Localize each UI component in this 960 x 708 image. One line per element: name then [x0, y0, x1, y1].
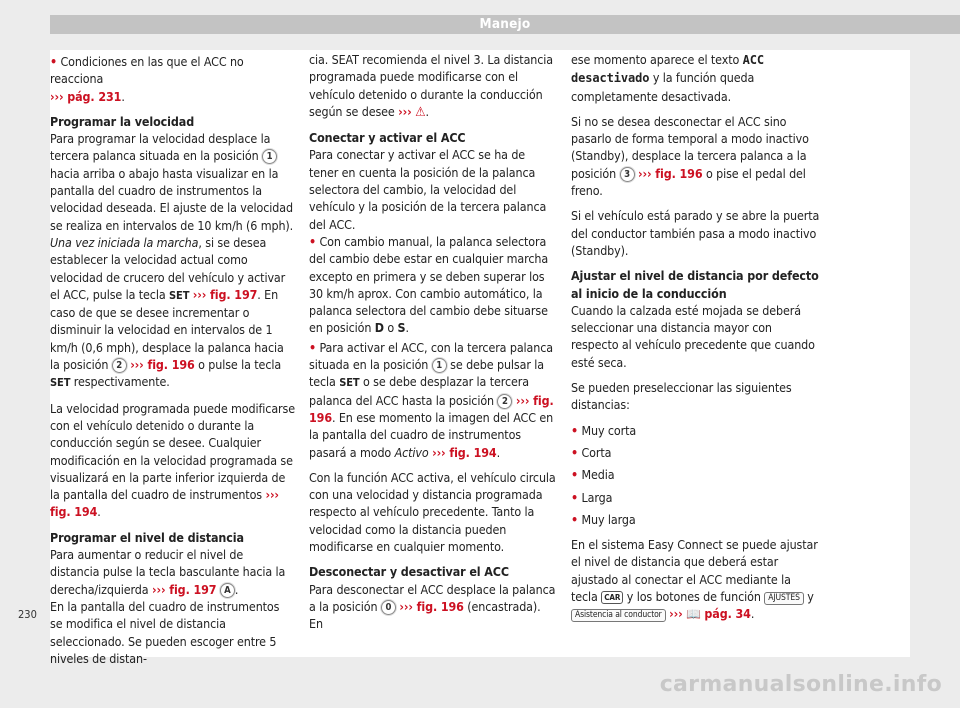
text: Para desconectar el ACC desplace la palanca a la posición — [309, 581, 556, 614]
text: En la pantalla del cuadro de instrumentos se modifica el nivel de distancia seleccionado. Se pueden escoger entre 5 niveles de distan- — [50, 598, 280, 666]
watermark: carmanualsonline.info — [659, 672, 942, 697]
text: y los botones de función — [623, 589, 765, 605]
position-a-marker: A — [220, 583, 235, 598]
page-header — [50, 15, 960, 34]
fig-ref-link[interactable]: ››› fig. 194 — [50, 487, 279, 520]
text: Con cambio manual, la palanca selectora del cambio debe estar en cualquier marcha excepto en primera y se deben superar los 30 km/h aprox. Con cambio automático, la palanca selectora del cambio debe situarse en posición — [309, 233, 549, 336]
text: . En caso de que se desee incrementar o disminuir la velocidad en intervalos de 1 km/h (0,6 mph), desplace la palanca hacia la posición — [50, 286, 284, 373]
text: Condiciones en las que el ACC no reacciona — [50, 54, 244, 87]
asistencia-key: Asistencia al conductor — [571, 609, 666, 622]
warning-icon: ⚠ — [415, 104, 426, 120]
text: cia. SEAT recomienda el nivel 3. La distancia programada puede modificarse con el vehículo detenido o durante la conducción según se desee — [309, 52, 554, 119]
italic-text: Activo — [394, 444, 429, 460]
bullet-icon: • — [309, 339, 317, 355]
gear-s-label: S — [397, 320, 406, 336]
text: Cuando la calzada esté mojada se deberá seleccionar una distancia mayor con respecto al vehículo precedente que cuando esté seca. — [571, 302, 815, 370]
text: Con la función ACC activa, el vehículo circula con una velocidad y distancia programada respecto al vehículo precedente. Tanto la velocidad como la distancia pueden modificarse en cualquier momento. — [309, 469, 556, 555]
text: o pulse la tecla — [194, 357, 282, 373]
column-3: ese momento aparece el texto ACC desactivado y la función queda completamente desactivada. Si no se desea desconectar el ACC sino pasarlo de forma temporal a modo inactivo (Standby), desplace la tercera palanca a la posición 3 ››› fig. 196 o pise el pedal del freno. Si el vehículo está parado y se abre la puerta del conductor también pasa a modo inactivo (Standby). Ajustar el nivel de distancia por defecto al inicio de la conducción Cuando la calzada esté mojada se deberá seleccionar una distancia mayor con respecto al vehículo precedente que cuando esté seca. Se pueden preseleccionar las siguientes distancias: • Muy corta • Corta • Media • Larga • Muy larga En el sistema Easy Connect se puede ajustar el nivel de distancia que deberá estar ajustado al conectar el ACC mediante la tecla CAR y los botones de función AJUSTES y Asistencia al conductor ››› 📖 pág. 34. — [571, 52, 820, 622]
position-1-marker: 1 — [432, 358, 447, 373]
text: Si el vehículo está parado y se abre la puerta del conductor también pasa a modo inactivo (Standby). — [571, 208, 820, 258]
text: En el sistema Easy Connect se puede ajustar el nivel de distancia que deberá estar ajustado al conectar el ACC mediante la tecla — [571, 537, 818, 605]
page-number: 230 — [18, 608, 37, 621]
set-key-icon: SET — [169, 288, 190, 302]
page-ref-link[interactable]: ››› pág. 231 — [50, 88, 122, 104]
text: Para conectar y activar el ACC se ha de tener en cuenta la posición de la palanca selectora del cambio, la velocidad del vehículo y la posición de la tercera palanca del ACC. — [309, 147, 547, 232]
page-ref-link[interactable]: ››› — [669, 606, 683, 622]
bullet-icon: • — [50, 54, 58, 69]
column-1: • Condiciones en las que el ACC no reacciona ››› pág. 231. Programar la velocidad Para programar la velocidad desplace la tercera palanca situada en la posición 1 hacia arriba o abajo hasta visualizar en la pantalla del cuadro de instrumentos la velocidad deseada. El ajuste de la velocidad se realiza en intervalos de 10 km/h (6 mph). Una vez iniciada la marcha, si se desea establecer la velocidad actual como velocidad de crucero del vehículo y activar el ACC, pulse la tecla SET ››› fig. 197. En caso de que se desee incrementar o disminuir la velocidad en intervalos de 1 km/h (0,6 mph), desplace la palanca hacia la posición 2 ››› fig. 196 o pulse la tecla SET respectivamente. La velocidad programada puede modificarse con el vehículo detenido o durante la conducción según se desee. Cualquier modificación en la velocidad programada se visualizará en la parte inferior izquierda de la pantalla del cuadro de instrumentos ››› fig. 194. Programar el nivel de distancia Para aumentar o reducir el nivel de distancia pulse la tecla basculante hacia la derecha/izquierda ››› fig. 197 A . En la pantalla del cuadro de instrumentos se modifica el nivel de distancia seleccionado. Se pueden escoger entre 5 niveles de distan- — [50, 54, 296, 666]
gear-d-label: D — [374, 320, 384, 336]
position-3-marker: 3 — [620, 167, 635, 182]
text: Para aumentar o reducir el nivel de distancia pulse la tecla basculante hacia la derecha/izquierda — [50, 547, 286, 597]
text: se debe pulsar la tecla — [309, 357, 545, 390]
fig-ref-link[interactable]: ››› fig. 196 — [638, 165, 703, 181]
text: y — [803, 589, 814, 605]
text: hacia arriba o abajo hasta visualizar en la pantalla del cuadro de instrumentos la velocidad deseada. El ajuste de la velocidad se realiza en intervalos de 10 km/h (6 mph). — [50, 165, 294, 233]
heading-conectar-acc: Conectar y activar el ACC — [309, 130, 466, 146]
column-2: cia. SEAT recomienda el nivel 3. La distancia programada puede modificarse con el vehículo detenido o durante la conducción según se desee ››› ⚠. Conectar y activar el ACC Para conectar y activar el ACC se ha de tener en cuenta la posición de la palanca selectora del cambio, la velocidad del vehículo y la posición de la tercera palanca del ACC. • Con cambio manual, la palanca selectora del cambio debe estar en cualquier marcha excepto en primera y se deben superar los 30 km/h aprox. Con cambio automático, la palanca selectora del cambio debe situarse en posición D o S. • Para activar el ACC, con la tercera palanca situada en la posición 1 se debe pulsar la tecla SET o se debe desplazar la tercera palanca del ACC hasta la posición 2 ››› fig. 196. En ese momento la imagen del ACC en la pantalla del cuadro de instrumentos pasará a modo Activo ››› fig. 194. Con la función ACC activa, el vehículo circula con una velocidad y distancia programada respecto al vehículo precedente. Tanto la velocidad como la distancia pueden modificarse en cualquier momento. Desconectar y desactivar el ACC Para desconectar el ACC desplace la palanca a la posición 0 ››› fig. 196 (encastrada). En — [309, 52, 556, 632]
set-key-icon: SET — [50, 376, 71, 390]
italic-text: Una vez iniciada la marcha — [50, 234, 199, 250]
page-ref-link[interactable]: pág. 34 — [704, 606, 751, 622]
list-item: • Media — [571, 467, 615, 483]
header-title: Manejo — [479, 16, 531, 32]
text: respectivamente. — [70, 374, 170, 390]
list-item: • Corta — [571, 444, 612, 460]
heading-desconectar-acc: Desconectar y desactivar el ACC — [309, 564, 509, 580]
heading-programar-velocidad: Programar la velocidad — [50, 113, 195, 129]
fig-ref-link[interactable]: ››› fig. 197 — [192, 286, 258, 302]
text: ese momento aparece el texto — [571, 52, 743, 67]
fig-ref-link[interactable]: ››› fig. 196 — [399, 598, 464, 614]
text: (encastrada). En — [309, 598, 541, 632]
ajustes-key: AJUSTES — [764, 592, 804, 605]
text: y la función queda completamente desactivada. — [571, 70, 755, 104]
fig-ref-link[interactable]: ››› fig. 197 — [151, 581, 217, 597]
list-item: • Muy larga — [571, 511, 636, 527]
book-icon: 📖 — [686, 607, 701, 622]
fig-ref-link[interactable]: ››› fig. 196 — [130, 357, 195, 373]
heading-nivel-distancia: Programar el nivel de distancia — [50, 529, 244, 545]
position-1-marker: 1 — [262, 149, 277, 164]
list-item: • Muy corta — [571, 422, 637, 438]
text: o se debe desplazar la tercera palanca del ACC hasta la posición — [309, 374, 529, 408]
text: Si no se desea desconectar el ACC sino pasarlo de forma temporal a modo inactivo (Standby), desplace la tercera palanca a la posición — [571, 113, 809, 181]
position-0-marker: 0 — [381, 600, 396, 615]
distance-level-list — [571, 422, 821, 528]
position-2-marker: 2 — [112, 358, 127, 373]
text: , si se desea establecer la velocidad actual como velocidad de crucero del vehículo y activar el ACC, pulse la tecla — [50, 234, 286, 302]
text: La velocidad programada puede modificarse con el vehículo detenido o durante la conducción según se desee. Cualquier modificación en la velocidad programada se visualizará en la parte inferior izquierda de la pantalla del cuadro de instrumentos — [50, 400, 296, 503]
text: . En ese momento la imagen del ACC en la pantalla del cuadro de instrumentos pasará a modo — [309, 409, 554, 460]
position-2-marker: 2 — [497, 394, 512, 409]
fig-ref-link[interactable]: ››› fig. 196 — [309, 392, 554, 425]
display-message: ACC desactivado — [571, 53, 765, 86]
warning-ref-link[interactable]: ››› — [398, 103, 412, 119]
text: o pise el pedal del freno. — [571, 165, 806, 199]
text: Para programar la velocidad desplace la tercera palanca situada en la posición — [50, 131, 271, 164]
text: Se pueden preseleccionar las siguientes distancias: — [571, 380, 792, 413]
text: o — [383, 320, 398, 336]
heading-ajustar-distancia: Ajustar el nivel de distancia por defecto al inicio de la conducción — [571, 268, 819, 301]
text: Para activar el ACC, con la tercera palanca situada en la posición — [309, 339, 554, 373]
list-item: • Larga — [571, 489, 613, 505]
bullet-icon: • — [309, 233, 317, 249]
set-key-icon: SET — [339, 376, 360, 390]
car-key-icon: CAR — [601, 591, 623, 604]
fig-ref-link[interactable]: ››› fig. 194 — [432, 444, 497, 460]
